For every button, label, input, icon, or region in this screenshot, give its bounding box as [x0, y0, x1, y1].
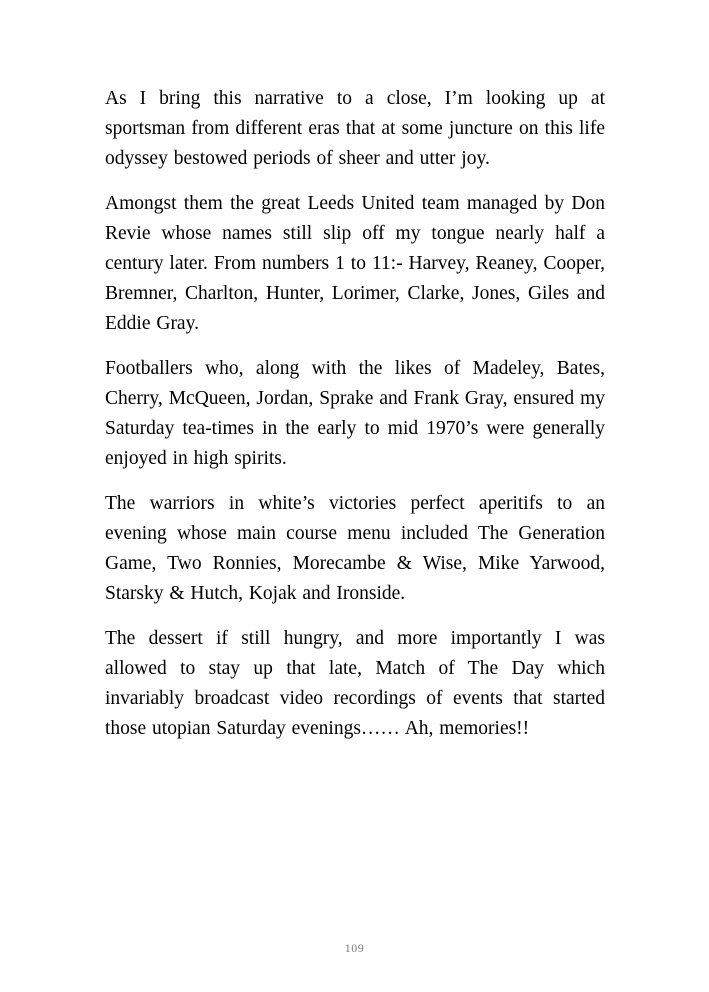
text-block — [105, 84, 605, 759]
paragraph: Amongst them the great Leeds United team managed by Don Revie whose names still slip off my tongue nearly half a century later. From numbers 1 to 11:- Harvey, Reaney, Cooper, Bremner, Charlton, Hunter, Lorimer, Clarke, Jones, Giles and Eddie Gray. — [105, 193, 605, 334]
paragraph: Footballers who, along with the likes of Madeley, Bates, Cherry, McQueen, Jordan, Sprake and Frank Gray, ensured my Saturday tea-times in the early to mid 1970’s were generally enjoyed in high spirits. — [105, 358, 605, 469]
paragraph: The dessert if still hungry, and more importantly I was allowed to stay up that late, Match of The Day which invariably broadcast video recordings of events that started those utopian Saturday evenings…… Ah, memories!! — [105, 628, 605, 739]
page-number: 109 — [344, 941, 365, 955]
paragraph: The warriors in white’s victories perfect aperitifs to an evening whose main course menu included The Generation Game, Two Ronnies, Morecambe & Wise, Mike Yarwood, Starsky & Hutch, Kojak and Ironside. — [105, 493, 605, 604]
paragraph: As I bring this narrative to a close, I’m looking up at sportsman from different eras that at some juncture on this life odyssey bestowed periods of sheer and utter joy. — [105, 88, 605, 169]
